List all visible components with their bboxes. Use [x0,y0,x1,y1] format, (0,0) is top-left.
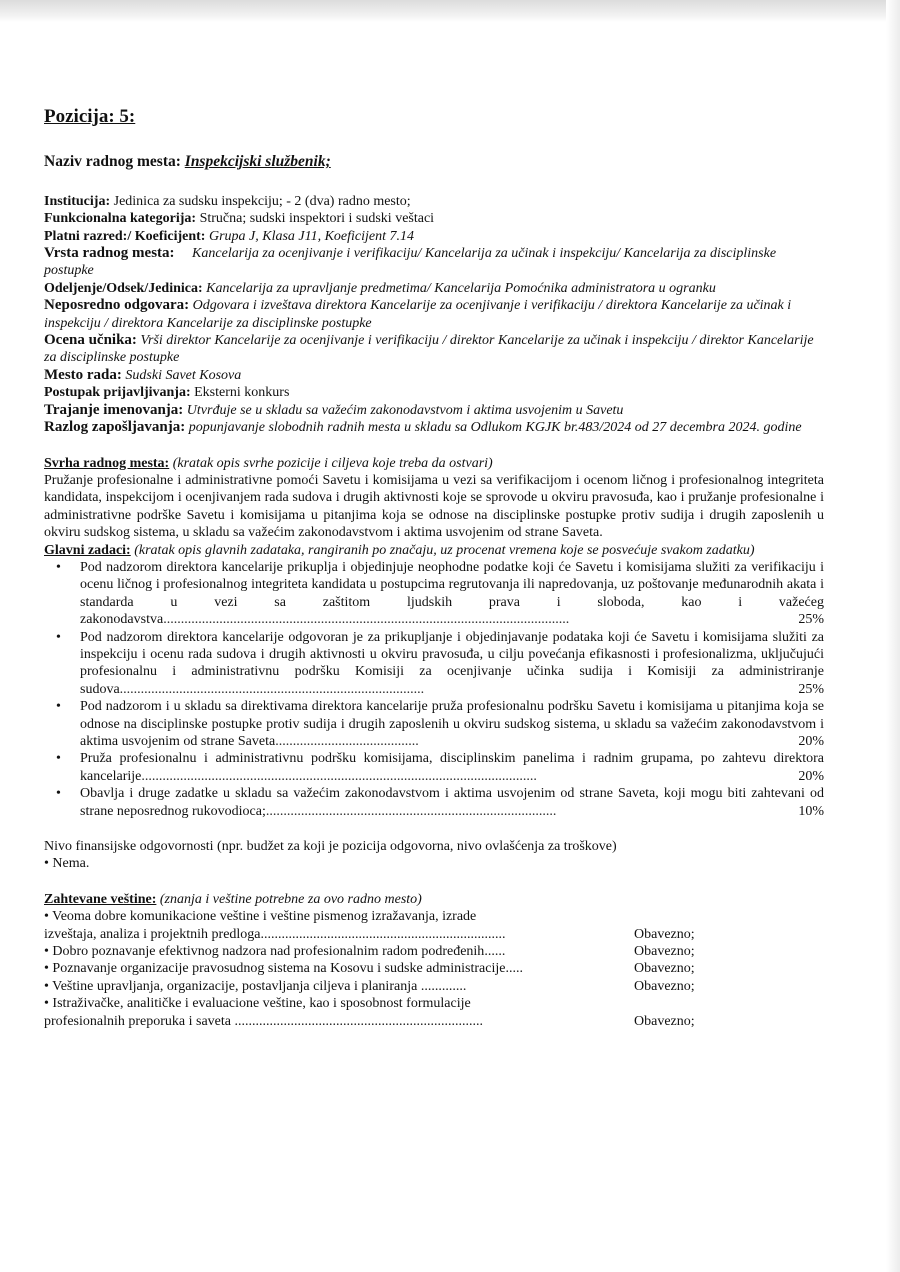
task-text: Pod nadzorom direktora kancelarije prikuplja i objedinjuje neophodne podatke koji će Savetu i komisijama služiti za verifikaciju i ocenu ličnog i profesionalnog integriteta kandidata u postupcima regrutovanja ili napredovanja, uz poštovanje međunarodnih akata i standarda u vezi sa zaštitom ljudskih prava i sloboda, kao i važećeg zakonodavstva [80,559,824,628]
leader-dots: ......................................... [275,734,419,749]
list-item [44,629,824,699]
field-label: Vrsta radnog mesta: [44,245,175,262]
list-item [44,750,824,785]
task-text: Pruža profesionalnu i administrativnu podršku komisijama, disciplinskim panelima i radnim grupama, po zahtevu direktora kancelarije [80,751,824,784]
section-zadaci [44,542,824,821]
task-percent: 20% [798,734,824,749]
skill-text [44,943,634,960]
leader-dots: ..... [505,961,523,977]
skill-requirement: Obavezno; [634,961,695,977]
field-label: Odeljenje/Odsek/Jedinica: [44,280,203,296]
zadaci-hint: (kratak opis glavnih zadataka, rangiranih po značaju, uz procenat vremena koje se posvećuje svakom zadatku) [134,542,755,558]
skill-item [44,1013,744,1030]
svrha-hint: (kratak opis svrhe pozicije i ciljeva koje treba da ostvari) [172,455,493,471]
field-value: Utvrđuje se u skladu sa važećim zakonodavstvom i aktima usvojenim u Savetu [186,402,624,418]
bullet-icon: • [56,629,61,645]
skill-requirement: Obavezno; [634,926,695,942]
scan-edge-top [0,0,900,22]
field-label: Platni razred:/ Koeficijent: [44,228,206,244]
document-page [44,108,824,1030]
position-title: Pozicija: 5: [44,106,136,127]
field-label: Funkcionalna kategorija: [44,211,197,227]
scan-edge-right [886,0,900,1272]
field-label: Mesto rada: [44,366,122,383]
bullet-icon: • [56,559,61,575]
zadaci-label: Glavni zadaci: [44,542,131,558]
skill-requirement: Obavezno; [634,978,695,994]
bullet-icon: • [56,699,61,715]
bullet-icon: • [56,786,61,802]
field-value: Grupa J, Klasa J11, Koeficijent 7.14 [208,228,415,244]
job-name-value: Inspekcijski službenik; [184,153,331,171]
field-value: Vrši direktor Kancelarije za ocenjivanje i verifikaciju / direktor Kancelarije za učinak i inspekciju / direktor Kancelarije za disciplinske postupke [44,333,814,366]
field-label: Razlog zapošljavanja: [44,419,186,436]
field-label: Postupak prijavljivanja: [44,385,191,401]
task-percent: 25% [798,612,824,628]
leader-dots: ................................................................................................................. [141,768,537,784]
skill-line: • Istraživačke, analitičke i evaluacione veštine, kao i sposobnost formulacije [44,996,471,1012]
bullet-icon: • [56,751,61,767]
field-trajanje [44,402,824,419]
leader-dots: ....................................................................... [231,1013,483,1029]
leader-dots: ...... [484,944,506,960]
field-value: Stručna; sudski inspektori i sudski veštaci [199,211,435,227]
field-institucija [44,193,824,210]
job-name-label: Naziv radnog mesta: [44,153,181,171]
skill-requirement: Obavezno; [634,944,695,960]
zadaci-heading [44,542,824,559]
skill-text [44,960,634,977]
task-text: Pod nadzorom i u skladu sa direktivama direktora kancelarije pruža profesionalnu podršku Savetu i komisijama u pitanjima koja se odnose na disciplinske postupke protiv sudija i drugih zaposlenih u okviru sudskog sistema, u skladu sa važećim zakonodavstvom i aktima usvojenim od strane Saveta [80,699,824,749]
task-percent: 25% [798,681,824,697]
list-item [44,698,824,750]
leader-dots: .................................................................................................................... [163,612,570,628]
list-item [44,785,824,820]
skill-text-part: • Poznavanje organizacije pravosudnog sistema na Kosovu i sudske administracije [44,961,506,977]
svrha-heading [44,455,824,472]
finansije-value: • Nema. [44,856,90,872]
field-label: Institucija: [44,193,111,209]
field-value: Eksterni konkurs [194,385,290,401]
field-vrsta [44,245,824,280]
skill-text [44,926,634,943]
field-label: Neposredno odgovara: [44,297,190,314]
task-percent: 20% [798,768,824,784]
skill-text-part: • Dobro poznavanje efektivnog nadzora nad profesionalnim radom podređenih [44,944,485,960]
section-vestine [44,891,824,1030]
field-value: Sudski Savet Kosova [125,367,242,383]
finansije-text: Nivo finansijske odgovornosti (npr. budžet za koji je pozicija odgovorna, nivo ovlašćenja za troškove) [44,839,617,855]
skill-text-part: profesionalnih preporuka i saveta [44,1013,231,1029]
section-svrha [44,455,824,542]
skill-text-part: • Veštine upravljanja, organizacije, postavljanja ciljeva i planiranja [44,978,418,994]
field-platni [44,228,824,245]
skill-item [44,943,744,960]
list-item [44,559,824,629]
task-list [44,559,824,820]
skill-item [44,978,744,995]
field-razlog [44,419,824,436]
field-value: Odgovara i izveštava direktora Kancelarije za ocenjivanje i verifikaciju / direktora Kancelarije za učinak i inspekciju / direktora Kancelarije za disciplinske postupke [44,298,792,331]
job-name [44,153,824,170]
task-text: Obavlja i druge zadatke u skladu sa važećim zakonodavstvom i aktima usvojenim od strane Saveta, koji mogu biti zahtevani od strane neposrednog rukovodioca; [80,786,824,819]
field-value: Kancelarija za upravljanje predmetima/ Kancelarija Pomoćnika administratora u ogranku [206,280,716,296]
field-funkcionalna [44,210,824,227]
vestine-heading [44,891,824,908]
skill-requirement: Obavezno; [634,1013,695,1029]
field-value: popunjavanje slobodnih radnih mesta u skladu sa Odlukom KGJK br.483/2024 od 27 decembra 2024. godine [188,420,802,436]
field-value: Jedinica za sudsku inspekciju; - 2 (dva) radno mesto; [113,193,411,209]
svrha-label: Svrha radnog mesta: [44,455,170,471]
field-odeljenje [44,280,824,297]
vestine-hint: (znanja i veštine potrebne za ovo radno mesto) [159,891,422,907]
leader-dots: ....................................................................................... [119,681,425,697]
skill-item [44,926,744,943]
task-text: Pod nadzorom direktora kancelarije odgovoran je za prikupljanje i objedinjavanje podataka koji će Savetu i komisijama služiti za inspekciju i ocenu rada sudova i drugih aktivnosti u okviru pravosuđa, u cilju povećanja efikasnosti i profesionalizma, uključujući profesionalnu i administrativnu podršku Komisiji za ocenjivanje učinka sudija i Komisiji za administriranje sudova [80,629,824,697]
field-value: Kancelarija za ocenjivanje i verifikaciju/ Kancelarija za učinak i inspekciju/ Kancelarija za disciplinske postupke [44,246,777,279]
skill-item [44,960,744,977]
task-percent: 10% [798,803,824,819]
field-postupak [44,384,824,401]
skill-text [44,1013,634,1030]
leader-dots: ...................................................................... [260,926,506,942]
svrha-text: Pružanje profesionalne i administrativne pomoći Savetu i komisijama u vezi sa verifikacijom i ocenom ličnog i profesionalnog integriteta kandidata, inspekcijom i ocenjivanjem rada sudova i drugih aktivnosti koje se sprovode u okviru pravosuđa, kao i pružanje profesionalne i administrativne podrške Savetu i komisijama u pitanjima koja se odnose na disciplinske postupke protiv sudija i drugih zaposlenih u okviru sudskog sistema, u skladu sa važećim zakonodavstvom i aktima usvojenim od strane Saveta. [44,472,824,541]
field-neposredno [44,297,824,332]
leader-dots: ................................................................................... [265,803,557,819]
leader-dots: ............. [417,978,467,994]
section-finansije [44,838,824,873]
skill-text-part: izveštaja, analiza i projektnih predloga [44,926,261,942]
skill-text [44,978,634,995]
vestine-label: Zahtevane veštine: [44,891,157,907]
field-label: Trajanje imenovanja: [44,401,184,418]
field-mesto [44,367,824,384]
skill-line: • Veoma dobre komunikacione veštine i veštine pismenog izražavanja, izrade [44,909,477,925]
field-ocena [44,332,824,367]
field-label: Ocena učnika: [44,332,137,349]
